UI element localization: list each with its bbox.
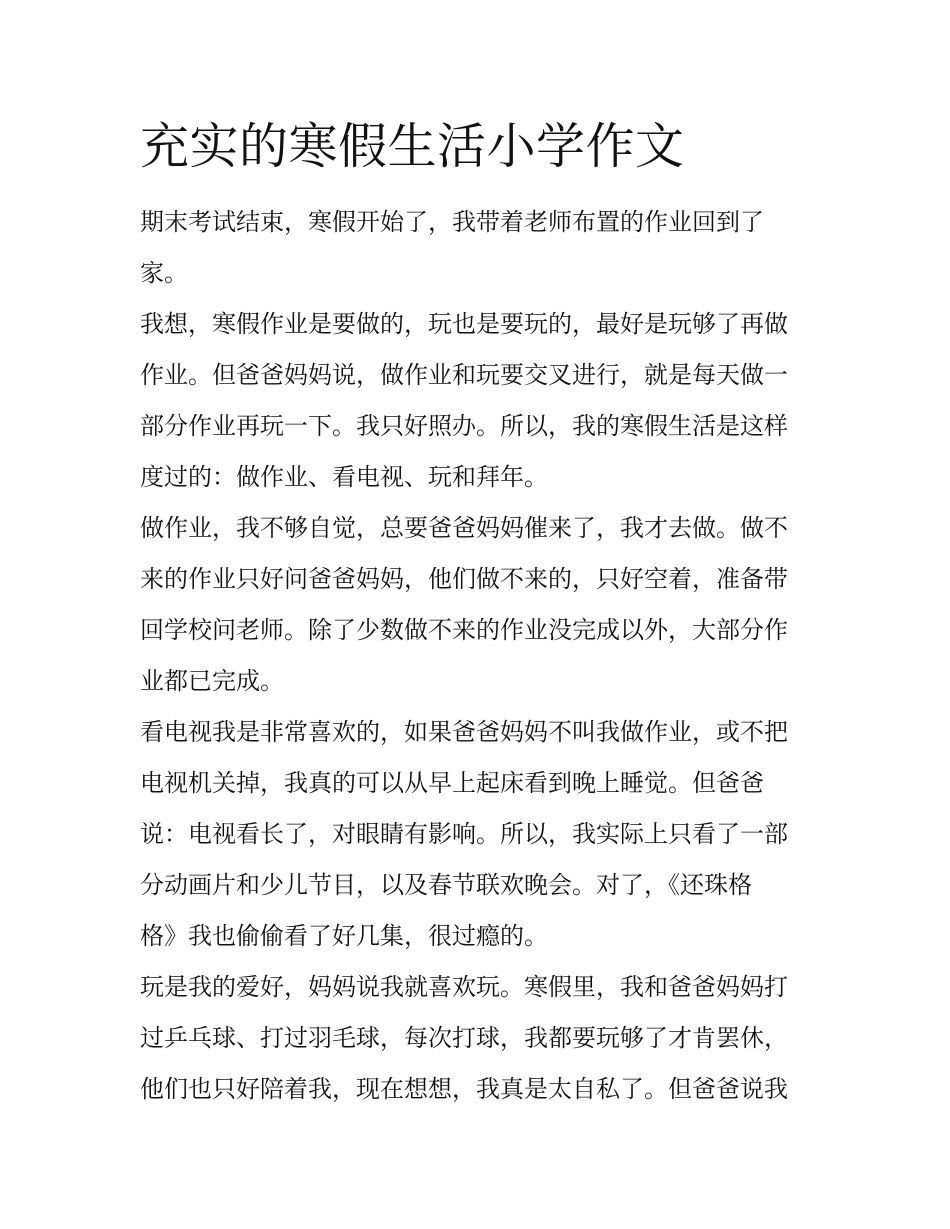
text-line: 期末考试结束，寒假开始了，我带着老师布置的作业回到了 [140, 208, 764, 236]
text-line: 他们也只好陪着我，现在想想，我真是太自私了。但爸爸说我 [140, 1075, 788, 1103]
text-line: 作业。但爸爸妈妈说，做作业和玩要交叉进行，就是每天做一 [140, 361, 788, 389]
text-line: 来的作业只好问爸爸妈妈，他们做不来的，只好空着，准备带 [140, 565, 788, 593]
text-line: 家。 [140, 259, 188, 287]
text-line: 做作业，我不够自觉，总要爸爸妈妈催来了，我才去做。做不 [140, 514, 788, 542]
text-line: 看电视我是非常喜欢的，如果爸爸妈妈不叫我做作业，或不把 [140, 718, 788, 746]
text-line: 玩是我的爱好，妈妈说我就喜欢玩。寒假里，我和爸爸妈妈打 [140, 973, 788, 1001]
document-body [140, 197, 815, 1115]
document-title: 充实的寒假生活小学作文 [140, 118, 685, 175]
text-line: 分动画片和少儿节目，以及春节联欢晚会。对了，《还珠格 [140, 871, 752, 899]
text-line: 部分作业再玩一下。我只好照办。所以，我的寒假生活是这样 [140, 412, 788, 440]
text-line: 说：电视看长了，对眼睛有影响。所以，我实际上只看了一部 [140, 820, 788, 848]
text-line: 我想，寒假作业是要做的，玩也是要玩的，最好是玩够了再做 [140, 310, 788, 338]
text-line: 度过的：做作业、看电视、玩和拜年。 [140, 463, 548, 491]
text-line: 回学校问老师。除了少数做不来的作业没完成以外，大部分作 [140, 616, 788, 644]
text-line: 业都已完成。 [140, 667, 284, 695]
text-line: 过乒乓球、打过羽毛球，每次打球，我都要玩够了才肯罢休， [140, 1024, 788, 1052]
text-line: 电视机关掉，我真的可以从早上起床看到晚上睡觉。但爸爸 [140, 769, 764, 797]
text-line: 格》我也偷偷看了好几集，很过瘾的。 [140, 922, 548, 950]
